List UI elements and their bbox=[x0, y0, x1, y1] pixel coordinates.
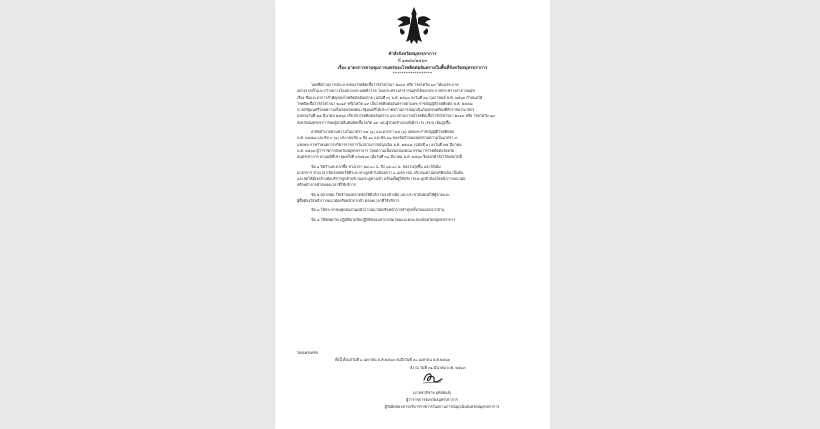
paragraph-authority bbox=[297, 129, 533, 160]
clause-2 bbox=[297, 192, 533, 205]
clause-1 bbox=[297, 164, 533, 189]
text-line: ฉบับลงวันที่ ๒๕ มีนาคม ๒๕๖๓ เกี่ยวกับโรคติดต่ออันตราย และสถานการณ์โรคติดเชื้อไวรัสโคโรนา ๒๐๑๙ หรือ โรคโควิด ๑๙ bbox=[297, 114, 495, 119]
handwritten-signature bbox=[420, 370, 446, 386]
text-line: นายกรัฐมนตรีโดยความเห็นชอบของคณะรัฐมนตรีได้ประกาศสถานการณ์ฉุกเฉินในทุกเขตท้องที่ทั่วราชอาณาจักร bbox=[297, 108, 475, 113]
text-line: แห่งพระราชกำหนดการบริหารราชการในสถานการณ์ฉุกเฉิน พ.ศ. ๒๕๔๘ (ฉบับที่ ๑) ลงวันที่ ๒๕ มีนาคม bbox=[297, 142, 462, 147]
order-number: ที่ ๑๗๔๒/๒๕๖๓ bbox=[397, 59, 428, 64]
document-page bbox=[275, 0, 550, 429]
text-line: อย่างรวดเร็วและกว้างขวางในหลายประเทศทั่วโลก โดยกระทรวงสาธารณสุขได้ออกประกาศกระทรวงสาธารณสุข bbox=[297, 89, 475, 94]
order-title: คำสั่งจังหวัดสมุทรปราการ bbox=[388, 52, 437, 57]
signer-role: ผู้รับผิดชอบการบริหารราชการในสถานการณ์ฉุกเฉินจังหวัดสมุทรปราการ bbox=[384, 405, 500, 409]
text-line: เรื่อง ชื่อและอาการสำคัญของโรคติดต่ออันตราย (ฉบับที่ ๓) พ.ศ. ๒๕๖๓ ลงวันที่ ๒๖ กุมภาพันธ์ พ.ศ. ๒๕๖๓ กำหนดให้ bbox=[297, 95, 483, 100]
text-line: สมุทรปราการ ตามมติที่ประชุมครั้งที่ ๙/๒๕๖๓ เมื่อวันที่ ๓๑ มีนาคม พ.ศ. ๒๕๖๓ จึงออกคำสั่งไว้ดังต่อไปนี้ bbox=[297, 155, 462, 160]
text-line: ข้อ ๒ ตลาดนัด ให้เจ้าของตลาดจัดให้มีบริการเจลล้างมือ และประชาสัมพันธ์ให้ผู้ขายและ bbox=[311, 192, 450, 197]
document-body bbox=[297, 82, 533, 226]
garuda-emblem-icon bbox=[396, 6, 432, 46]
text-line: พ.ศ. ๒๕๖๓ ผู้ว่าราชการจังหวัดสมุทรปราการ โดยความเห็นชอบของคณะกรรมการโรคติดต่อจังหวัด bbox=[297, 148, 455, 153]
signer-position: ผู้ว่าราชการจังหวัดสมุทรปราการ bbox=[406, 398, 458, 402]
effective-period: ทั้งนี้ ตั้งแต่วันที่ ๑ เมษายน พ.ศ.๒๕๖๓ จนถึงวันที่ ๓๐ เมษายน พ.ศ.๒๕๖๓ bbox=[335, 358, 451, 362]
text-line: พ.ศ. ๒๕๕๘ และข้อ ๙ (๑) ประกอบข้อ ๑ ข้อ ๑๐ และข้อ ๑๑ ของข้อกำหนดออกตามความในมาตรา ๙ bbox=[297, 136, 458, 141]
text-line: หรือหน้ากากผ้าตลอดเวลาที่ใช้บริการ bbox=[297, 183, 356, 188]
order-subject: เรื่อง มาตรการควบคุมการแพร่ของโรคติดต่ออันตรายในพื้นที่จังหวัดสมุทรปราการ bbox=[337, 66, 488, 71]
closing-text: โดยเคร่งครัด bbox=[297, 351, 318, 355]
text-line: มาตรการ ช่วงเวลาเปิดโดยจัดให้มีระยะห่างลูกค้าไม่น้อยกว่า ๑ เมตร เช่น บริเวณเคาน์เตอร์คิดเงิน เป็นต้น bbox=[297, 170, 464, 175]
signer-name: (นายชาติชาย อุทัยพันธ์) bbox=[412, 391, 452, 395]
text-line: ข้อ ๓ ให้ประชาชนทุกคนสวมหน้ากากอนามัยหรือหน้ากากผ้าทุกครั้งก่อนออกจากบ้าน bbox=[311, 208, 445, 213]
clause-4 bbox=[297, 217, 533, 223]
text-line: โดยที่สถานการณ์ระบาดของโรคติดเชื้อไวรัสโคโรนา ๒๐๑๙ หรือ โรคโควิด ๑๙ ได้แพร่ระบาด bbox=[311, 83, 459, 87]
text-line: อาศัยอำนาจตามความในมาตรา ๓๔ (๑) และมาตรา ๓๕ (๑) แห่งพระราชบัญญัติโรคติดต่อ bbox=[311, 130, 455, 135]
separator-stars: ****************** bbox=[392, 71, 433, 76]
text-line: จังหวัดสมุทรปราการพบผู้ป่วยยืนยันติดเชื้อโควิด ๑๙ และผู้ป่วยเข้าเกณฑ์เฝ้าระวัง (PUI) เพิ่มสูงขึ้น bbox=[297, 120, 451, 125]
text-line: ข้อ ๑ ปิดร้านสะดวกซื้อ ช่วงเวลา ๒๔.๐๐ น. ถึง ๐๕.๐๐ น. ของวันรุ่งขึ้น และให้เพิ่ม bbox=[311, 164, 441, 169]
text-line: โรคติดเชื้อไวรัสโคโรนา ๒๐๑๙ หรือโควิด ๑๙ เป็นโรคติดต่ออันตรายตามพระราชบัญญัติโรคติดต่อ พ.ศ. ๒๕๕๘ bbox=[297, 101, 473, 106]
clause-3 bbox=[297, 207, 533, 213]
text-line: และจัดให้มีเจลล้างมือบริการลูกค้าบริเวณประตูทางเข้า พร้อมทั้งผู้ให้บริการและลูกค้าต้องใส่หน้ากากอนามัย bbox=[297, 177, 466, 182]
ordered-date: สั่ง ณ วันที่ ๓๑ มีนาคม พ.ศ. ๒๕๖๓ bbox=[410, 366, 466, 370]
paragraph-preamble bbox=[297, 82, 533, 126]
text-line: ข้อ ๔ ให้จัดทุกวัด ปฏิบัติตามข้อปฏิบัติของมหาเถรสมาคมและคณะสงฆ์จังหวัดสมุทรปราการ bbox=[311, 217, 456, 222]
text-line: ผู้ซื้อต้องใส่หน้ากากอนามัยหรือหน้ากากผ้า ตลอดเวลาที่ใช้บริการ bbox=[297, 199, 400, 204]
